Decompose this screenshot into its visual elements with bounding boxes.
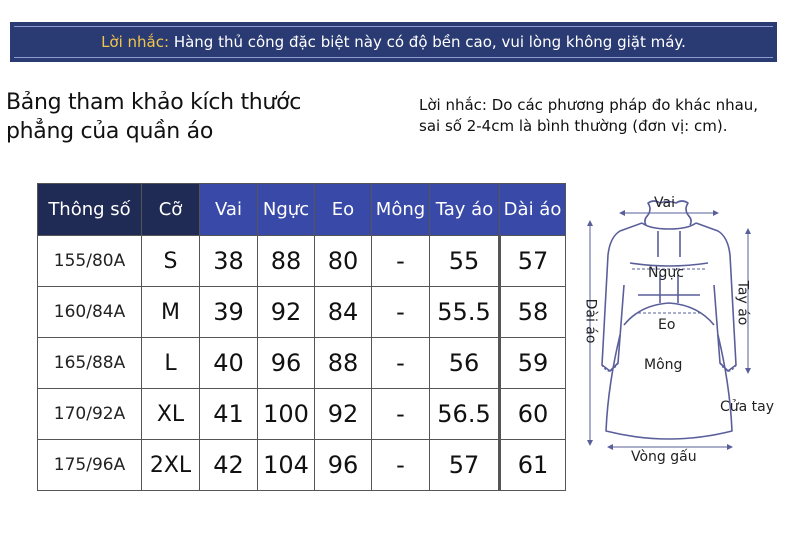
cell-spec: 165/88A <box>38 338 142 389</box>
size-table <box>37 183 566 491</box>
cell-chest: 96 <box>258 338 315 389</box>
header-hip: Mông <box>372 184 430 236</box>
note-line-1: Lời nhắc: Do các phương pháp đo khác nhau, <box>419 96 759 114</box>
cell-length: 58 <box>500 287 566 338</box>
label-chest: Ngực <box>648 265 684 281</box>
cell-hip: - <box>372 389 430 440</box>
cell-chest: 104 <box>258 440 315 491</box>
title-line-2: phẳng của quần áo <box>6 119 213 144</box>
table-header-row <box>38 184 566 236</box>
dress-outline-icon <box>580 185 790 470</box>
header-spec: Thông số <box>38 184 142 236</box>
header-waist: Eo <box>315 184 372 236</box>
label-shoulder: Vai <box>654 195 675 211</box>
cell-shoulder: 38 <box>200 236 258 287</box>
label-hem: Vòng gấu <box>631 449 697 465</box>
header-size: Cỡ <box>142 184 200 236</box>
cell-shoulder: 41 <box>200 389 258 440</box>
cell-chest: 92 <box>258 287 315 338</box>
cell-spec: 175/96A <box>38 440 142 491</box>
banner-frame <box>14 26 773 58</box>
cell-sleeve: 57 <box>430 440 500 491</box>
table-row <box>38 236 566 287</box>
cell-hip: - <box>372 338 430 389</box>
label-sleeve: Tay áo <box>734 280 751 326</box>
table-row <box>38 338 566 389</box>
cell-waist: 80 <box>315 236 372 287</box>
header-length: Dài áo <box>500 184 566 236</box>
label-cuff: Cửa tay <box>720 399 775 415</box>
cell-length: 59 <box>500 338 566 389</box>
banner-message: Hàng thủ công đặc biệt này có độ bền cao, vui lòng không giặt máy. <box>169 33 686 51</box>
cell-waist: 92 <box>315 389 372 440</box>
table-row <box>38 287 566 338</box>
label-hip: Mông <box>644 357 683 373</box>
label-waist: Eo <box>658 317 676 333</box>
cell-size: L <box>142 338 200 389</box>
cell-waist: 96 <box>315 440 372 491</box>
header-sleeve: Tay áo <box>430 184 500 236</box>
table-row <box>38 440 566 491</box>
page-title <box>6 88 301 146</box>
cell-length: 57 <box>500 236 566 287</box>
cell-length: 61 <box>500 440 566 491</box>
cell-hip: - <box>372 236 430 287</box>
cell-shoulder: 39 <box>200 287 258 338</box>
cell-waist: 84 <box>315 287 372 338</box>
cell-chest: 88 <box>258 236 315 287</box>
cell-waist: 88 <box>315 338 372 389</box>
cell-length: 60 <box>500 389 566 440</box>
cell-sleeve: 56 <box>430 338 500 389</box>
cell-sleeve: 56.5 <box>430 389 500 440</box>
cell-spec: 160/84A <box>38 287 142 338</box>
header-chest: Ngực <box>258 184 315 236</box>
cell-size: S <box>142 236 200 287</box>
label-length: Dài áo <box>582 298 599 344</box>
cell-sleeve: 55 <box>430 236 500 287</box>
cell-spec: 170/92A <box>38 389 142 440</box>
cell-sleeve: 55.5 <box>430 287 500 338</box>
cell-size: 2XL <box>142 440 200 491</box>
note-line-2: sai số 2-4cm là bình thường (đơn vị: cm). <box>419 117 728 135</box>
title-line-1: Bảng tham khảo kích thước <box>6 90 302 115</box>
cell-size: XL <box>142 389 200 440</box>
banner-text <box>14 33 773 51</box>
cell-shoulder: 42 <box>200 440 258 491</box>
notice-banner <box>10 22 777 62</box>
cell-shoulder: 40 <box>200 338 258 389</box>
header-shoulder: Vai <box>200 184 258 236</box>
cell-hip: - <box>372 287 430 338</box>
measurement-diagram <box>580 185 790 470</box>
cell-size: M <box>142 287 200 338</box>
cell-spec: 155/80A <box>38 236 142 287</box>
banner-highlight: Lời nhắc: <box>101 33 170 51</box>
cell-hip: - <box>372 440 430 491</box>
table-row <box>38 389 566 440</box>
cell-chest: 100 <box>258 389 315 440</box>
measurement-note <box>419 95 758 137</box>
